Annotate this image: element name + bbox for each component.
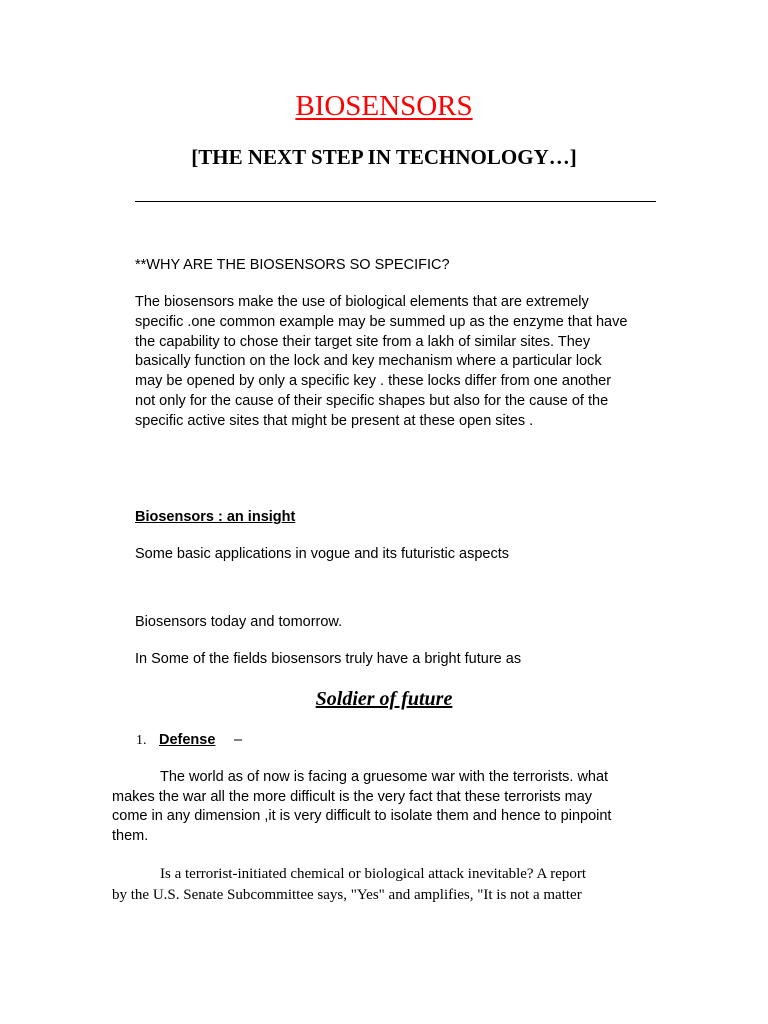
section-title: Soldier of future bbox=[315, 688, 453, 710]
question-heading: **WHY ARE THE BIOSENSORS SO SPECIFIC? bbox=[135, 257, 450, 273]
paragraph-line: may be opened by only a specific key . these locks differ from one another bbox=[135, 373, 612, 390]
paragraph-terrorism bbox=[112, 768, 655, 846]
insight-heading: Biosensors : an insight bbox=[135, 509, 296, 525]
paragraph-line: them. bbox=[112, 827, 149, 844]
list-heading-defense: Defense bbox=[159, 732, 216, 748]
paragraph-line: The biosensors make the use of biological elements that are extremely bbox=[135, 294, 589, 310]
paragraph-specificity bbox=[135, 293, 655, 432]
paragraph-line: specific active sites that might be present at these open sites . bbox=[135, 412, 534, 429]
applications-line: Some basic applications in vogue and its futuristic aspects bbox=[135, 546, 509, 562]
paragraph-line: the capability to chose their target site from a lakh of similar sites. They bbox=[135, 333, 591, 350]
paragraph-line: not only for the cause of their specific shapes but also for the cause of the bbox=[135, 392, 609, 409]
horizontal-rule bbox=[135, 201, 656, 202]
list-dash: – bbox=[234, 732, 243, 748]
document-title: BIOSENSORS bbox=[295, 90, 473, 122]
paragraph-line: The world as of now is facing a gruesome war with the terrorists. what bbox=[160, 769, 609, 785]
list-number: 1. bbox=[136, 733, 147, 748]
paragraph-report bbox=[112, 864, 655, 906]
paragraph-line: makes the war all the more difficult is the very fact that these terrorists may bbox=[112, 788, 593, 805]
document-subtitle: [THE NEXT STEP IN TECHNOLOGY…] bbox=[191, 145, 577, 169]
paragraph-line: basically function on the lock and key mechanism where a particular lock bbox=[135, 353, 602, 370]
fields-line: In Some of the fields biosensors truly have a bright future as bbox=[135, 651, 522, 667]
paragraph-line: specific .one common example may be summed up as the enzyme that have bbox=[135, 313, 628, 330]
paragraph-line: come in any dimension ,it is very difficult to isolate them and hence to pinpoint bbox=[112, 808, 612, 824]
paragraph-line: Is a terrorist-initiated chemical or biological attack inevitable? A report bbox=[160, 866, 587, 882]
paragraph-line: by the U.S. Senate Subcommittee says, "Yes" and amplifies, "It is not a matter bbox=[112, 887, 582, 903]
today-tomorrow-line: Biosensors today and tomorrow. bbox=[135, 614, 343, 630]
